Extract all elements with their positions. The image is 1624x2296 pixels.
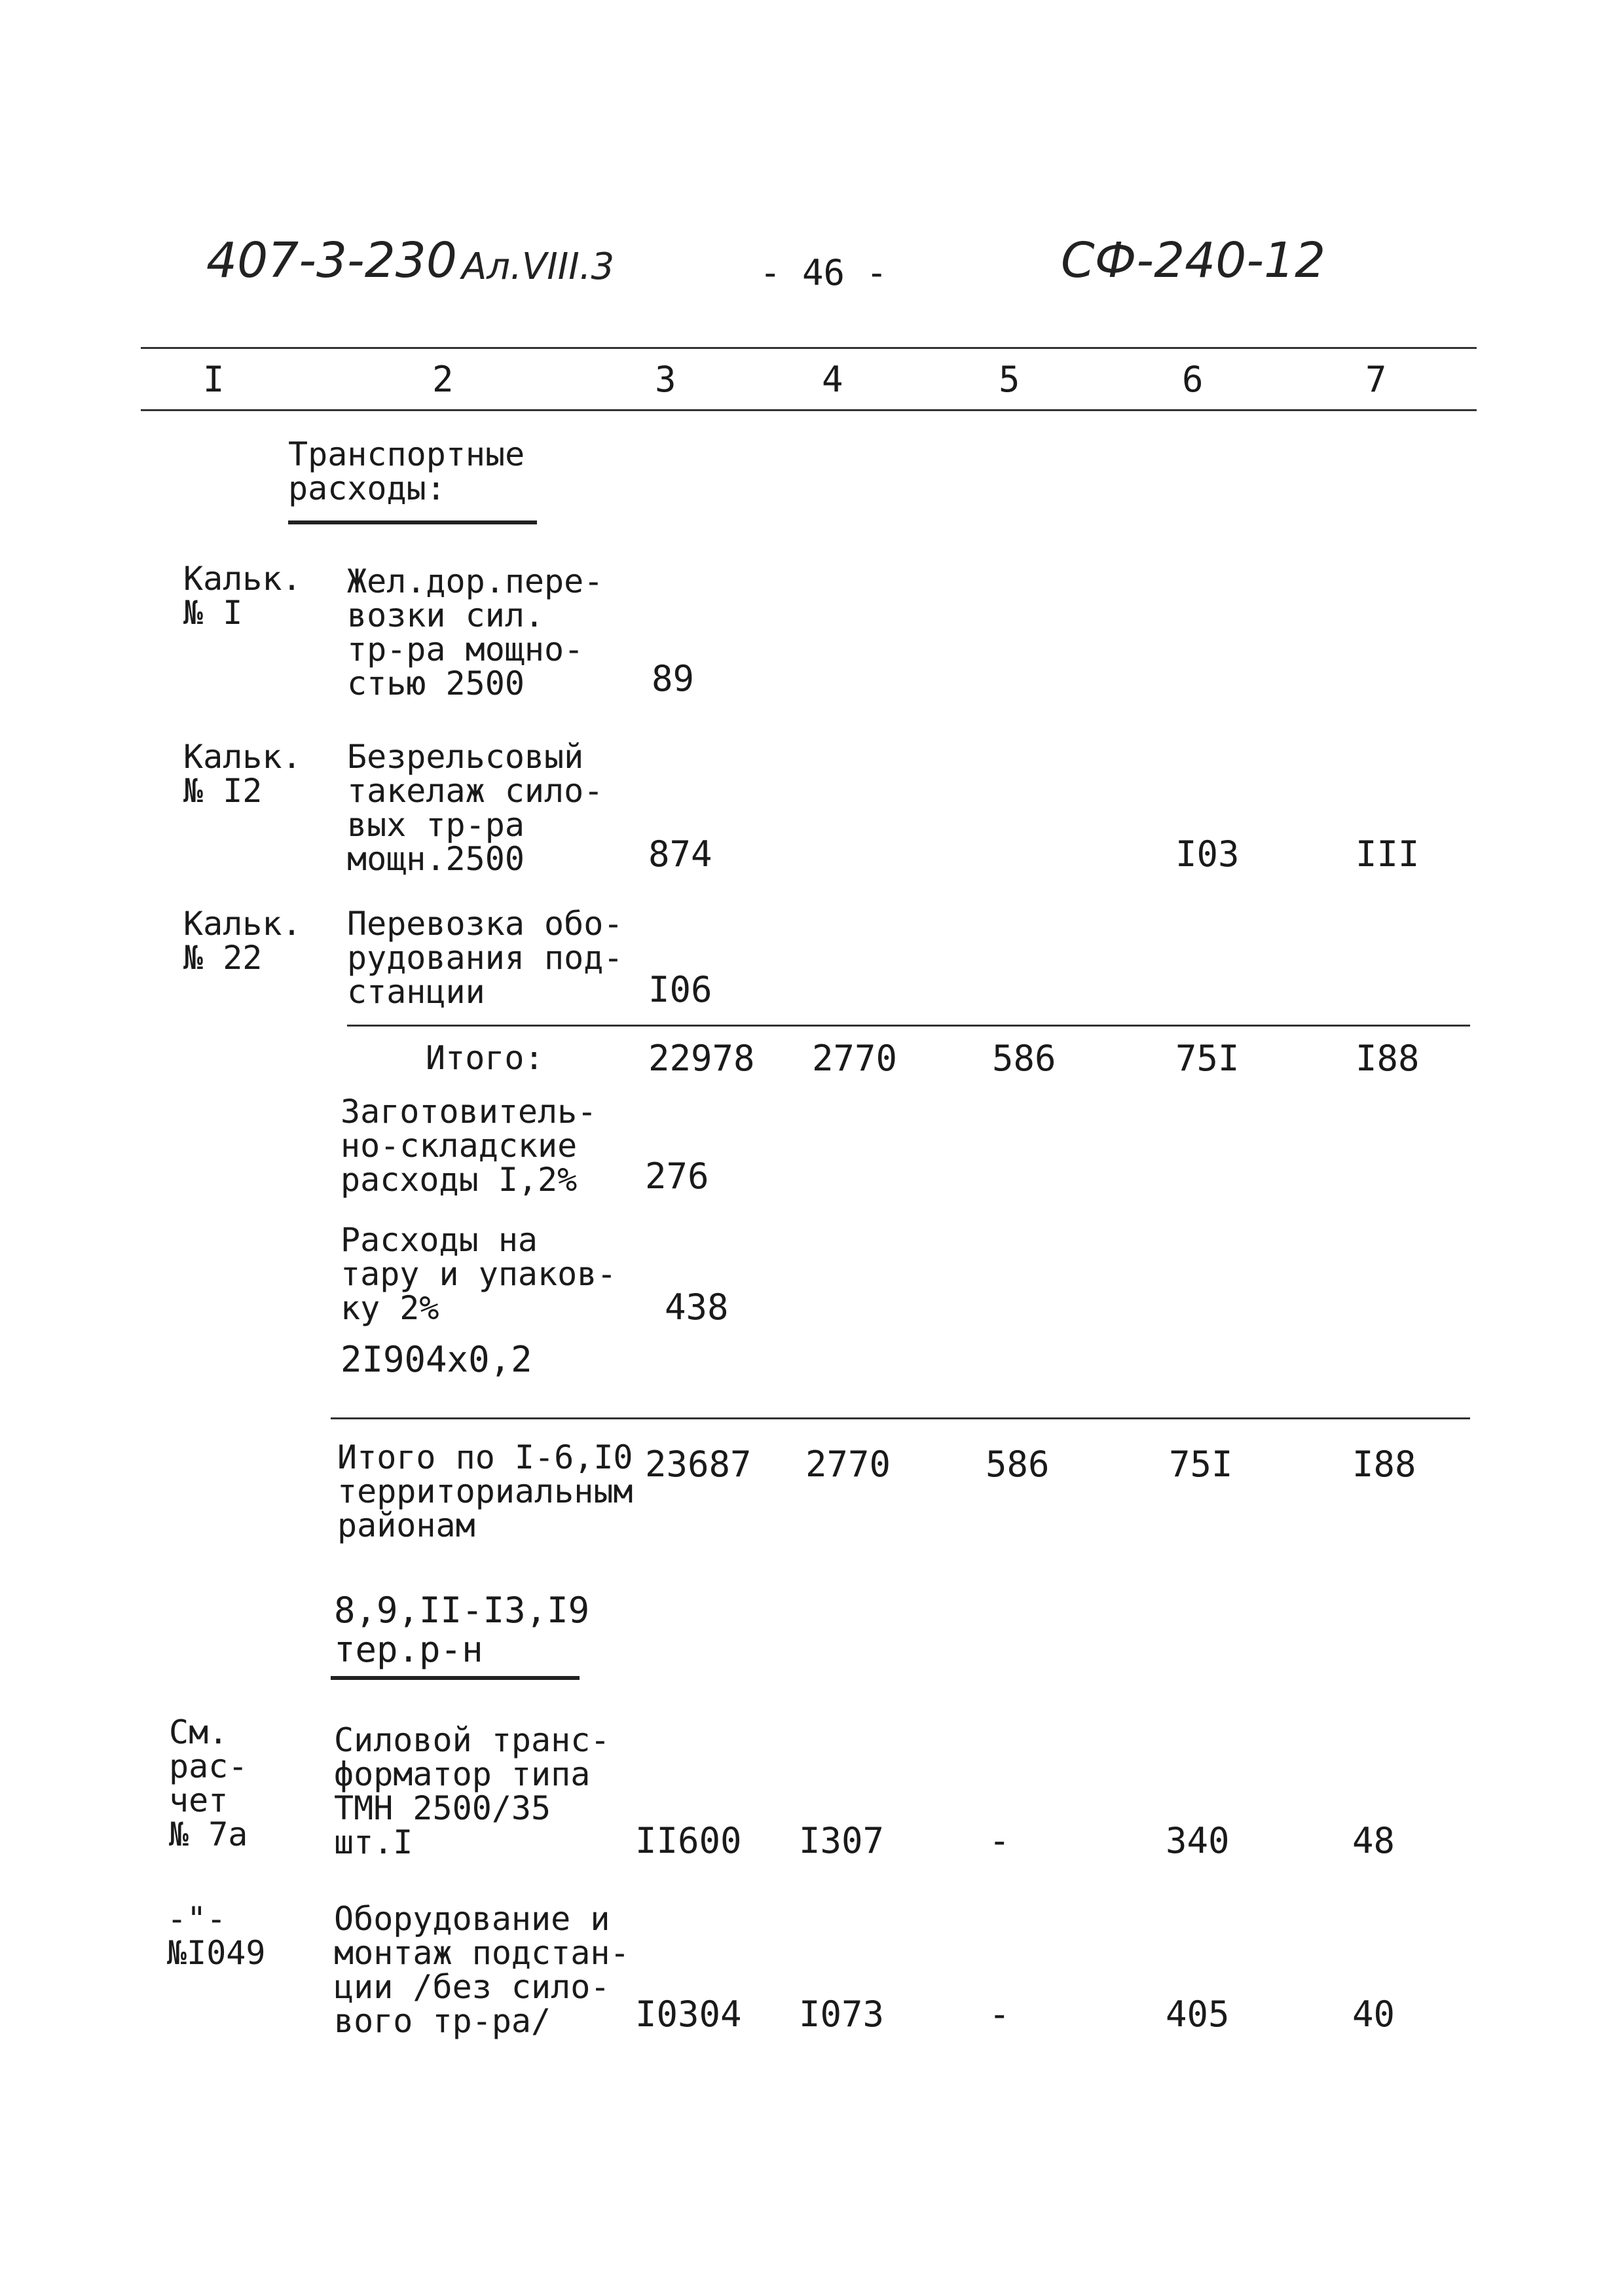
sheet-code: СФ-240-12	[1061, 232, 1326, 289]
row-2-col3: 874	[648, 833, 712, 875]
column-header-7: 7	[1365, 359, 1387, 400]
row-4-col6: 340	[1166, 1820, 1230, 1861]
subtotal-col7: I88	[1356, 1038, 1420, 1079]
row-2-col7: III	[1356, 833, 1420, 875]
subtotal-col6: 75I	[1175, 1038, 1240, 1079]
row-4-col4: I307	[799, 1820, 885, 1861]
row-5-col6: 405	[1166, 1994, 1230, 2035]
page-number: - 46 -	[760, 252, 888, 293]
packaging-description: Расходы на тару и упаков- ку 2%	[341, 1221, 617, 1327]
row-1-reference: Кальк. № I	[183, 560, 302, 632]
total-col5: 586	[986, 1444, 1050, 1485]
subtotal-col3: 22978	[648, 1038, 755, 1079]
row-1-col3: 89	[652, 658, 695, 699]
row-4-col7: 48	[1352, 1820, 1395, 1861]
row-3-reference: Кальк. № 22	[183, 905, 302, 977]
row-2-col6: I03	[1175, 833, 1240, 875]
row-5-col4: I073	[799, 1994, 885, 2035]
row-5-reference: -"- №I049	[167, 1900, 266, 1972]
row-3-col3: I06	[648, 969, 712, 1010]
total-col3: 23687	[645, 1444, 752, 1485]
region-label: 8,9,II-I3,I9 тер.р-н	[334, 1590, 590, 1670]
subtotal-col4: 2770	[812, 1038, 898, 1079]
total-description: Итого по I-6,I0 территориальным районам	[337, 1438, 633, 1544]
region-underline	[331, 1676, 580, 1680]
row-5-description: Оборудование и монтаж подстан- ции /без сило- вого тр-ра/	[334, 1900, 630, 2040]
row-2-reference: Кальк. № I2	[183, 738, 302, 810]
total-col6: 75I	[1169, 1444, 1233, 1485]
row-5-col3: I0304	[635, 1994, 742, 2035]
row-4-col5: -	[989, 1820, 1010, 1861]
column-header-2: 2	[432, 359, 454, 400]
row-2-description: Безрельсовый такелаж сило- вых тр-ра мощн.2500	[347, 738, 604, 878]
section-title-underline	[288, 520, 537, 524]
section-title: Транспортные расходы:	[288, 435, 525, 507]
procurement-col3: 276	[645, 1156, 709, 1197]
document-code: 407-3-230	[206, 232, 457, 289]
column-header-1: I	[203, 359, 225, 400]
column-header-5: 5	[999, 359, 1020, 400]
header-bottom-rule	[141, 409, 1477, 411]
row-1-description: Жел.дор.пере- возки сил. тр-ра мощно- стью 2500	[347, 562, 604, 702]
header-top-rule	[141, 347, 1477, 349]
procurement-description: Заготовитель- но-складские расходы I,2%	[341, 1093, 597, 1199]
total-rule	[331, 1417, 1470, 1419]
subtotal-label: Итого:	[426, 1039, 544, 1077]
packaging-col3: 438	[665, 1286, 729, 1328]
packaging-formula: 2I904x0,2	[341, 1339, 532, 1380]
row-3-description: Перевозка обо- рудования под- станции	[347, 905, 623, 1011]
row-4-description: Силовой транс- форматор типа ТМН 2500/35 шт.I	[334, 1721, 610, 1861]
row-5-col5: -	[989, 1994, 1010, 2035]
row-4-reference: См. рас- чет № 7а	[169, 1713, 248, 1853]
total-col4: 2770	[805, 1444, 891, 1485]
column-header-6: 6	[1182, 359, 1204, 400]
row-4-col3: II600	[635, 1820, 742, 1861]
column-header-4: 4	[822, 359, 843, 400]
subtotal-col5: 586	[992, 1038, 1056, 1079]
total-col7: I88	[1352, 1444, 1416, 1485]
column-header-3: 3	[655, 359, 676, 400]
row-5-col7: 40	[1352, 1994, 1395, 2035]
album-reference: Ал.VIII.3	[462, 246, 615, 288]
subtotal-rule	[347, 1025, 1470, 1027]
